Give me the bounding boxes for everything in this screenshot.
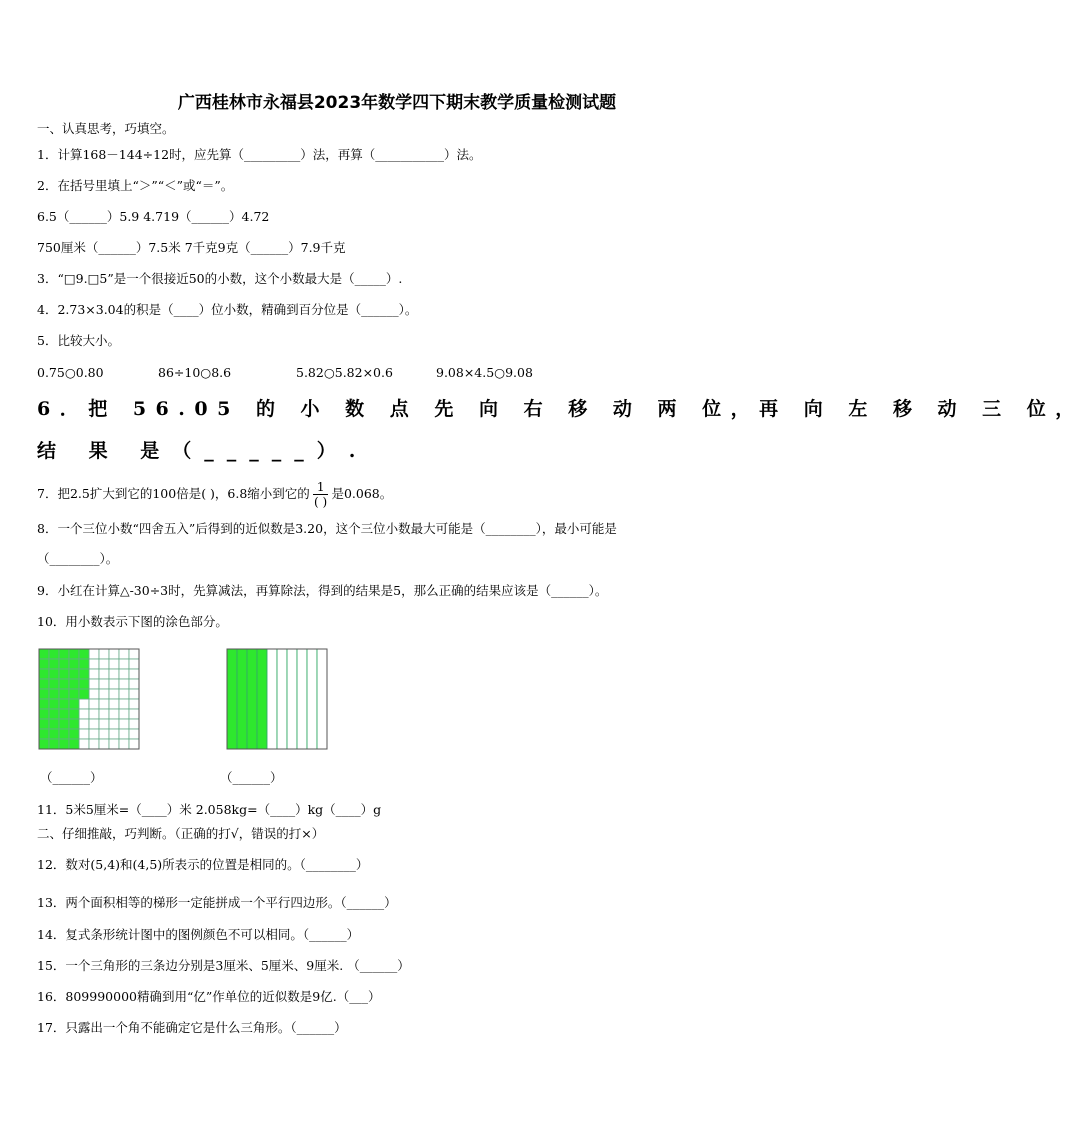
page-title: 广西桂林市永福县2023年数学四下期末教学质量检测试题 — [177, 93, 617, 113]
bar-strip — [227, 649, 237, 749]
shaded-cell — [69, 649, 79, 659]
grid-cell — [39, 739, 49, 749]
question-5: 5．比较大小。 — [37, 333, 120, 348]
grid-cell — [109, 679, 119, 689]
grid-cell — [89, 719, 99, 729]
bar-strip — [317, 649, 327, 749]
hundred-grid-svg — [38, 648, 140, 750]
bar-strip — [287, 649, 297, 749]
shaded-cell — [69, 699, 79, 709]
grid-cell — [89, 679, 99, 689]
grid-cell — [79, 729, 89, 739]
grid-cell — [39, 649, 49, 659]
grid-cell — [39, 719, 49, 729]
question-2-row-1: 6.5（______）5.9 4.719（______）4.72 — [37, 209, 270, 224]
shaded-cell — [69, 729, 79, 739]
grid-cell — [89, 709, 99, 719]
question-7-text-end: 是0.068。 — [331, 486, 393, 501]
grid-cell — [89, 729, 99, 739]
grid-cell — [99, 709, 109, 719]
grid-cell — [129, 689, 139, 699]
grid-cell — [59, 659, 69, 669]
bar-strip — [307, 649, 317, 749]
question-11: 11．5米5厘米=（____）米 2.058kg=（____）kg（____）g — [37, 802, 382, 817]
grid-cell — [119, 679, 129, 689]
grid-cell — [49, 669, 59, 679]
grid-cell — [49, 659, 59, 669]
compare-item: 86÷10○8.6 — [158, 365, 232, 380]
grid-cell — [129, 699, 139, 709]
grid-cell — [109, 699, 119, 709]
grid-cell — [109, 649, 119, 659]
grid-cell — [89, 649, 99, 659]
shaded-cell — [79, 679, 89, 689]
question-17: 17．只露出一个角不能确定它是什么三角形。（______） — [37, 1020, 347, 1035]
grid-cell — [129, 709, 139, 719]
grid-cell — [129, 659, 139, 669]
section-2-heading: 二、仔细推敲，巧判断。（正确的打√，错误的打×） — [37, 826, 325, 841]
bar-strip — [277, 649, 287, 749]
grid-cell — [119, 729, 129, 739]
grid-cell — [89, 689, 99, 699]
grid-cell — [119, 659, 129, 669]
compare-item: 9.08×4.5○9.08 — [436, 365, 533, 380]
grid-cell — [129, 679, 139, 689]
grid-cell — [129, 729, 139, 739]
grid-cell — [89, 659, 99, 669]
grid-cell — [99, 649, 109, 659]
grid-cell — [89, 739, 99, 749]
fraction — [313, 480, 329, 509]
grid-cell — [119, 669, 129, 679]
grid-cell — [59, 739, 69, 749]
grid-cell — [39, 689, 49, 699]
grid-cell — [99, 699, 109, 709]
question-12: 12．数对(5,4)和(4,5)所表示的位置是相同的。（________） — [37, 857, 369, 872]
tenths-bar-svg — [226, 648, 330, 750]
grid-cell — [99, 659, 109, 669]
grid-cell — [129, 719, 139, 729]
grid-cell — [119, 699, 129, 709]
shaded-cell — [79, 689, 89, 699]
shaded-cell — [79, 669, 89, 679]
shaded-cell — [79, 649, 89, 659]
question-6-line-2: 结 果 是（_____）. — [37, 440, 369, 462]
grid-cell — [89, 699, 99, 709]
grid-cell — [39, 669, 49, 679]
grid-cell — [99, 669, 109, 679]
hundred-grid-figure — [38, 648, 140, 750]
question-2: 2．在括号里填上“＞”“＜”或“＝”。 — [37, 178, 234, 193]
fraction-denominator: ( ) — [314, 495, 328, 509]
section-1-heading: 一、认真思考，巧填空。 — [37, 121, 175, 136]
question-6-line-1: 6．把 56.05 的 小 数 点 先 向 右 移 动 两 位，再 向 左 移 动 三 位， — [37, 398, 1084, 420]
grid-cell — [109, 739, 119, 749]
shaded-cell — [69, 719, 79, 729]
question-8: 8．一个三位小数“四舍五入”后得到的近似数是3.20，这个三位小数最大可能是（________），最小可能是 — [37, 521, 617, 536]
grid-cell — [89, 669, 99, 679]
shaded-cell — [69, 659, 79, 669]
figure-2-answer-blank: （______） — [220, 770, 283, 785]
grid-cell — [99, 719, 109, 729]
grid-cell — [119, 709, 129, 719]
shaded-cell — [69, 669, 79, 679]
bar-strip — [297, 649, 307, 749]
grid-cell — [119, 649, 129, 659]
question-7-text: 7．把2.5扩大到它的100倍是( )，6.8缩小到它的 — [37, 486, 310, 501]
question-15: 15．一个三角形的三条边分别是3厘米、5厘米、9厘米. （______） — [37, 958, 410, 973]
grid-cell — [109, 729, 119, 739]
grid-cell — [49, 689, 59, 699]
grid-cell — [59, 729, 69, 739]
grid-cell — [39, 729, 49, 739]
question-4: 4．2.73×3.04的积是（____）位小数，精确到百分位是（______）。 — [37, 302, 418, 317]
shaded-cell — [69, 709, 79, 719]
grid-cell — [79, 719, 89, 729]
compare-item: 5.82○5.82×0.6 — [296, 365, 393, 380]
tenths-bar-figure — [226, 648, 330, 750]
grid-cell — [79, 709, 89, 719]
grid-cell — [129, 649, 139, 659]
grid-cell — [39, 679, 49, 689]
question-3: 3．“□9.□5”是一个很接近50的小数，这个小数最大是（_____）. — [37, 271, 403, 286]
question-14: 14．复式条形统计图中的图例颜色不可以相同。（______） — [37, 927, 360, 942]
grid-cell — [129, 739, 139, 749]
question-7 — [37, 476, 392, 512]
grid-cell — [99, 679, 109, 689]
grid-cell — [59, 699, 69, 709]
grid-cell — [109, 719, 119, 729]
shaded-cell — [69, 739, 79, 749]
question-2-row-2: 750厘米（______）7.5米 7千克9克（______）7.9千克 — [37, 240, 346, 255]
grid-cell — [129, 669, 139, 679]
grid-cell — [109, 709, 119, 719]
grid-cell — [99, 729, 109, 739]
figure-1-answer-blank: （______） — [40, 770, 103, 785]
grid-cell — [59, 679, 69, 689]
grid-cell — [109, 689, 119, 699]
question-8-cont: （________）。 — [37, 551, 119, 566]
grid-cell — [79, 699, 89, 709]
grid-cell — [49, 649, 59, 659]
grid-cell — [59, 669, 69, 679]
bar-strip — [237, 649, 247, 749]
grid-cell — [109, 669, 119, 679]
grid-cell — [39, 659, 49, 669]
grid-cell — [119, 719, 129, 729]
grid-cell — [49, 729, 59, 739]
grid-cell — [49, 739, 59, 749]
question-13: 13．两个面积相等的梯形一定能拼成一个平行四边形。（______） — [37, 895, 397, 910]
grid-cell — [49, 709, 59, 719]
grid-cell — [99, 689, 109, 699]
grid-cell — [119, 689, 129, 699]
question-1: 1．计算168－144÷12时，应先算（_________）法，再算（___________）法。 — [37, 147, 482, 162]
grid-cell — [49, 679, 59, 689]
compare-item: 0.75○0.80 — [37, 365, 104, 380]
grid-cell — [39, 699, 49, 709]
grid-cell — [109, 659, 119, 669]
grid-cell — [59, 719, 69, 729]
grid-cell — [79, 739, 89, 749]
bar-strip — [247, 649, 257, 749]
grid-cell — [99, 739, 109, 749]
question-16: 16．809990000精确到用“亿”作单位的近似数是9亿.（___） — [37, 989, 381, 1004]
grid-cell — [39, 709, 49, 719]
shaded-cell — [69, 679, 79, 689]
bar-strip — [257, 649, 267, 749]
grid-cell — [59, 689, 69, 699]
question-10: 10．用小数表示下图的涂色部分。 — [37, 614, 228, 629]
grid-cell — [59, 709, 69, 719]
shaded-cell — [69, 689, 79, 699]
grid-cell — [49, 699, 59, 709]
shaded-cell — [79, 659, 89, 669]
bar-strip — [267, 649, 277, 749]
grid-cell — [119, 739, 129, 749]
grid-cell — [49, 719, 59, 729]
grid-cell — [59, 649, 69, 659]
fraction-numerator: 1 — [313, 480, 329, 495]
question-9: 9．小红在计算△-30÷3时，先算减法，再算除法，得到的结果是5，那么正确的结果应该是（______）。 — [37, 583, 608, 598]
